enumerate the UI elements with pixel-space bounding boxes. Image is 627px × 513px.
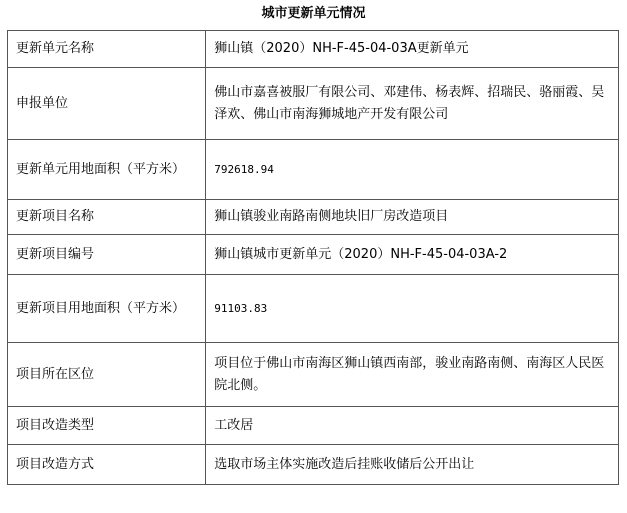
row-value: 狮山镇（2020）NH-F-45-04-03A更新单元 [206, 31, 619, 68]
row-label: 更新项目用地面积（平方米） [8, 275, 206, 343]
table-title: 城市更新单元情况 [261, 6, 366, 21]
table-row [8, 31, 619, 68]
row-value: 佛山市嘉喜被服厂有限公司、邓建伟、杨表辉、招瑞民、骆丽霞、吴泽欢、佛山市南海狮城地产开发有限公司 [206, 68, 619, 140]
row-label: 项目改造方式 [8, 445, 206, 485]
row-value: 792618.94 [206, 140, 619, 200]
row-value: 狮山镇城市更新单元（2020）NH-F-45-04-03A-2 [206, 235, 619, 275]
row-value: 狮山镇骏业南路南侧地块旧厂房改造项目 [206, 200, 619, 235]
table-row [8, 275, 619, 343]
table-row [8, 140, 619, 200]
row-value: 工改居 [206, 407, 619, 445]
row-label: 项目所在区位 [8, 343, 206, 407]
row-label: 更新项目编号 [8, 235, 206, 275]
table-row [8, 68, 619, 140]
row-label: 申报单位 [8, 68, 206, 140]
table-row [8, 200, 619, 235]
row-value: 91103.83 [206, 275, 619, 343]
row-label: 更新单元用地面积（平方米） [8, 140, 206, 200]
row-value: 项目位于佛山市南海区狮山镇西南部，骏业南路南侧、南海区人民医院北侧。 [206, 343, 619, 407]
row-label: 更新项目名称 [8, 200, 206, 235]
table-row [8, 445, 619, 485]
table-row [8, 407, 619, 445]
row-label: 更新单元名称 [8, 31, 206, 68]
row-label: 项目改造类型 [8, 407, 206, 445]
row-value: 选取市场主体实施改造后挂账收储后公开出让 [206, 445, 619, 485]
table-row [8, 235, 619, 275]
info-table [7, 30, 619, 485]
table-row [8, 343, 619, 407]
